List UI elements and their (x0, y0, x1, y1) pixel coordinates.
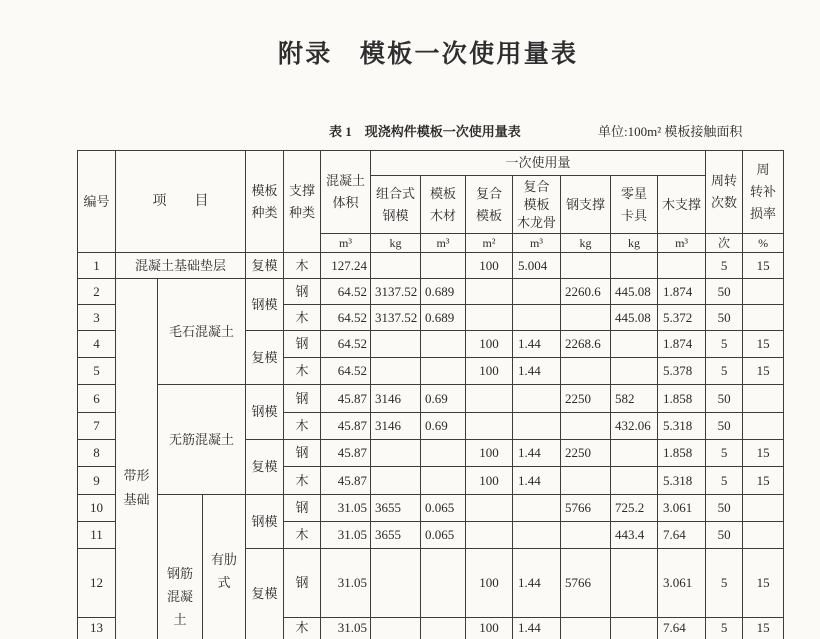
timber-support-cell: 1.874 (658, 279, 706, 305)
turnover-times-cell: 50 (706, 495, 743, 522)
empty-cell (513, 305, 561, 331)
empty-cell (743, 495, 784, 522)
row-number: 4 (78, 331, 116, 358)
timber-joist-cell: 1.44 (513, 617, 561, 639)
concrete-volume-cell: 45.87 (321, 467, 371, 495)
empty-cell (513, 522, 561, 549)
timber-support-cell: 7.64 (658, 522, 706, 549)
plain-concrete-group: 无筋混凝土 (158, 385, 246, 495)
turnover-times-cell: 5 (706, 467, 743, 495)
form-timber-cell: 0.689 (421, 279, 466, 305)
header-clamps: 零星 卡具 (611, 176, 658, 234)
form-type-cell: 复模 (246, 331, 284, 385)
loss-rate-cell: 15 (743, 617, 784, 639)
empty-cell (466, 385, 513, 413)
empty-cell (421, 549, 466, 618)
form-type-cell: 钢模 (246, 495, 284, 549)
timber-joist-cell: 1.44 (513, 331, 561, 358)
empty-cell (611, 358, 658, 385)
form-timber-cell: 0.69 (421, 385, 466, 413)
empty-cell (466, 522, 513, 549)
header-timber-joist: 复合 模板 木龙骨 (513, 176, 561, 234)
row-number: 11 (78, 522, 116, 549)
unit-cell: kg (561, 234, 611, 253)
page-title: 附录 模板一次使用量表 (278, 38, 578, 72)
table-row (78, 385, 784, 413)
support-type-cell: 钢 (284, 331, 321, 358)
row-number: 1 (78, 253, 116, 279)
concrete-volume-cell: 64.52 (321, 305, 371, 331)
empty-cell (611, 467, 658, 495)
table-row (78, 253, 784, 279)
support-type-cell: 木 (284, 522, 321, 549)
row-number: 10 (78, 495, 116, 522)
clamps-cell: 725.2 (611, 495, 658, 522)
composite-form-cell: 100 (466, 331, 513, 358)
concrete-volume-cell: 31.05 (321, 495, 371, 522)
reinforced-concrete-label: 钢筋 混凝 土 (158, 562, 202, 619)
item-cell: 混凝土基础垫层 (116, 253, 246, 279)
header-composite-form: 复合 模板 (466, 176, 513, 234)
form-timber-cell: 0.065 (421, 495, 466, 522)
turnover-times-cell: 5 (706, 253, 743, 279)
support-type-cell: 钢 (284, 549, 321, 618)
table-row (78, 279, 784, 305)
steel-support-cell: 2268.6 (561, 331, 611, 358)
timber-support-cell: 3.061 (658, 549, 706, 618)
form-type-cell: 钢模 (246, 279, 284, 331)
form-type-cell: 复模 (246, 253, 284, 279)
timber-support-cell: 7.64 (658, 617, 706, 639)
loss-rate-cell: 15 (743, 331, 784, 358)
empty-cell (561, 305, 611, 331)
unit-cell: m³ (513, 234, 561, 253)
empty-cell (421, 440, 466, 467)
empty-cell (743, 522, 784, 549)
empty-cell (371, 467, 421, 495)
timber-support-cell: 1.858 (658, 440, 706, 467)
timber-joist-cell: 5.004 (513, 253, 561, 279)
concrete-volume-cell: 45.87 (321, 385, 371, 413)
turnover-times-cell: 5 (706, 358, 743, 385)
empty-cell (561, 617, 611, 639)
support-type-cell: 木 (284, 617, 321, 639)
clamps-cell: 445.08 (611, 305, 658, 331)
strip-foundation-label: 带形 基础 (116, 299, 157, 512)
concrete-volume-cell: 64.52 (321, 279, 371, 305)
concrete-volume-cell: 45.87 (321, 440, 371, 467)
empty-cell (611, 331, 658, 358)
loss-rate-cell: 15 (743, 253, 784, 279)
composite-form-cell: 100 (466, 467, 513, 495)
empty-cell (513, 385, 561, 413)
concrete-volume-cell: 31.05 (321, 549, 371, 618)
support-type-cell: 木 (284, 358, 321, 385)
turnover-times-cell: 50 (706, 305, 743, 331)
concrete-volume-cell: 64.52 (321, 331, 371, 358)
form-type-cell: 复模 (246, 549, 284, 639)
empty-cell (371, 358, 421, 385)
empty-cell (561, 253, 611, 279)
header-row (78, 151, 784, 176)
composite-form-cell: 100 (466, 617, 513, 639)
unit-cell: kg (611, 234, 658, 253)
turnover-times-cell: 5 (706, 617, 743, 639)
empty-cell (743, 413, 784, 440)
support-type-cell: 钢 (284, 495, 321, 522)
clamps-cell: 432.06 (611, 413, 658, 440)
empty-cell (513, 413, 561, 440)
row-number: 6 (78, 385, 116, 413)
ribbed-group (203, 495, 246, 639)
concrete-volume-cell: 127.24 (321, 253, 371, 279)
concrete-volume-cell: 64.52 (321, 358, 371, 385)
unit-cell: kg (371, 234, 421, 253)
table-caption: 表 1 现浇构件模板一次使用量表 (329, 123, 521, 141)
empty-cell (743, 385, 784, 413)
unit-cell: 次 (706, 234, 743, 253)
turnover-times-cell: 5 (706, 331, 743, 358)
unit-cell: % (743, 234, 784, 253)
unit-cell: m² (466, 234, 513, 253)
clamps-cell: 582 (611, 385, 658, 413)
steel-form-cell: 3146 (371, 385, 421, 413)
steel-form-cell: 3146 (371, 413, 421, 440)
turnover-times-cell: 5 (706, 549, 743, 618)
empty-cell (743, 279, 784, 305)
empty-cell (421, 617, 466, 639)
timber-support-cell: 5.318 (658, 413, 706, 440)
support-type-cell: 钢 (284, 385, 321, 413)
steel-support-cell: 2250 (561, 385, 611, 413)
header-no: 编号 (78, 151, 116, 253)
empty-cell (421, 467, 466, 495)
composite-form-cell: 100 (466, 440, 513, 467)
timber-support-cell: 1.874 (658, 331, 706, 358)
composite-form-cell: 100 (466, 358, 513, 385)
row-number: 13 (78, 617, 116, 639)
empty-cell (466, 305, 513, 331)
header-steel-support: 钢支撑 (561, 176, 611, 234)
empty-cell (371, 549, 421, 618)
concrete-volume-cell: 31.05 (321, 522, 371, 549)
form-timber-cell: 0.065 (421, 522, 466, 549)
empty-cell (611, 549, 658, 618)
header-timber-support: 木支撑 (658, 176, 706, 234)
empty-cell (371, 253, 421, 279)
unit-cell: m³ (321, 234, 371, 253)
header-form-type: 模板 种类 (246, 151, 284, 253)
header-concrete-volume: 混凝土 体积 (321, 151, 371, 234)
steel-support-cell: 2250 (561, 440, 611, 467)
timber-support-cell: 5.378 (658, 358, 706, 385)
timber-support-cell: 5.372 (658, 305, 706, 331)
clamps-cell: 443.4 (611, 522, 658, 549)
empty-cell (611, 440, 658, 467)
timber-support-cell: 5.318 (658, 467, 706, 495)
support-type-cell: 木 (284, 467, 321, 495)
empty-cell (611, 617, 658, 639)
empty-cell (658, 253, 706, 279)
table-container (77, 150, 785, 598)
concrete-volume-cell: 45.87 (321, 413, 371, 440)
empty-cell (466, 279, 513, 305)
concrete-volume-cell: 31.05 (321, 617, 371, 639)
unit-cell: m³ (421, 234, 466, 253)
support-type-cell: 钢 (284, 440, 321, 467)
empty-cell (513, 495, 561, 522)
header-loss-rate: 周 转补 损率 (743, 151, 784, 234)
unit-cell: m³ (658, 234, 706, 253)
row-number: 3 (78, 305, 116, 331)
timber-joist-cell: 1.44 (513, 358, 561, 385)
empty-cell (513, 279, 561, 305)
steel-support-cell: 2260.6 (561, 279, 611, 305)
row-number: 5 (78, 358, 116, 385)
empty-cell (561, 522, 611, 549)
empty-cell (421, 253, 466, 279)
unit-note: 单位:100m² 模板接触面积 (598, 123, 742, 141)
turnover-times-cell: 50 (706, 413, 743, 440)
row-number: 9 (78, 467, 116, 495)
empty-cell (743, 305, 784, 331)
row-number: 8 (78, 440, 116, 467)
loss-rate-cell: 15 (743, 549, 784, 618)
steel-form-cell: 3137.52 (371, 305, 421, 331)
header-form-timber: 模板 木材 (421, 176, 466, 234)
turnover-times-cell: 50 (706, 385, 743, 413)
turnover-times-cell: 50 (706, 279, 743, 305)
form-type-cell: 复模 (246, 440, 284, 495)
support-type-cell: 木 (284, 413, 321, 440)
reinforced-concrete-group (158, 495, 203, 639)
strip-foundation-group (116, 279, 158, 639)
composite-form-cell: 100 (466, 253, 513, 279)
header-support-type: 支撑 种类 (284, 151, 321, 253)
steel-support-cell: 5766 (561, 495, 611, 522)
clamps-cell: 445.08 (611, 279, 658, 305)
empty-cell (611, 253, 658, 279)
loss-rate-cell: 15 (743, 440, 784, 467)
steel-form-cell: 3655 (371, 522, 421, 549)
table-row (78, 495, 784, 522)
row-number: 2 (78, 279, 116, 305)
form-type-cell: 钢模 (246, 385, 284, 440)
header-item: 项 目 (116, 151, 246, 253)
timber-support-cell: 3.061 (658, 495, 706, 522)
empty-cell (421, 358, 466, 385)
form-timber-cell: 0.689 (421, 305, 466, 331)
composite-form-cell: 100 (466, 549, 513, 618)
empty-cell (466, 413, 513, 440)
timber-joist-cell: 1.44 (513, 467, 561, 495)
timber-joist-cell: 1.44 (513, 549, 561, 618)
support-type-cell: 钢 (284, 279, 321, 305)
header-turnover-times: 周转 次数 (706, 151, 743, 234)
formwork-usage-table (77, 150, 784, 639)
loss-rate-cell: 15 (743, 467, 784, 495)
row-number: 7 (78, 413, 116, 440)
steel-form-cell: 3137.52 (371, 279, 421, 305)
empty-cell (421, 331, 466, 358)
rubble-concrete-group: 毛石混凝土 (158, 279, 246, 385)
ribbed-label: 有肋 式 (203, 540, 245, 594)
empty-cell (371, 331, 421, 358)
row-number: 12 (78, 549, 116, 618)
header-steel-form: 组合式 钢模 (371, 176, 421, 234)
turnover-times-cell: 5 (706, 440, 743, 467)
empty-cell (466, 495, 513, 522)
timber-joist-cell: 1.44 (513, 440, 561, 467)
form-timber-cell: 0.69 (421, 413, 466, 440)
empty-cell (371, 440, 421, 467)
turnover-times-cell: 50 (706, 522, 743, 549)
header-one-time-usage: 一次使用量 (371, 151, 706, 176)
timber-support-cell: 1.858 (658, 385, 706, 413)
steel-support-cell: 5766 (561, 549, 611, 618)
empty-cell (561, 413, 611, 440)
support-type-cell: 木 (284, 305, 321, 331)
loss-rate-cell: 15 (743, 358, 784, 385)
steel-form-cell: 3655 (371, 495, 421, 522)
empty-cell (561, 358, 611, 385)
empty-cell (371, 617, 421, 639)
support-type-cell: 木 (284, 253, 321, 279)
empty-cell (561, 467, 611, 495)
